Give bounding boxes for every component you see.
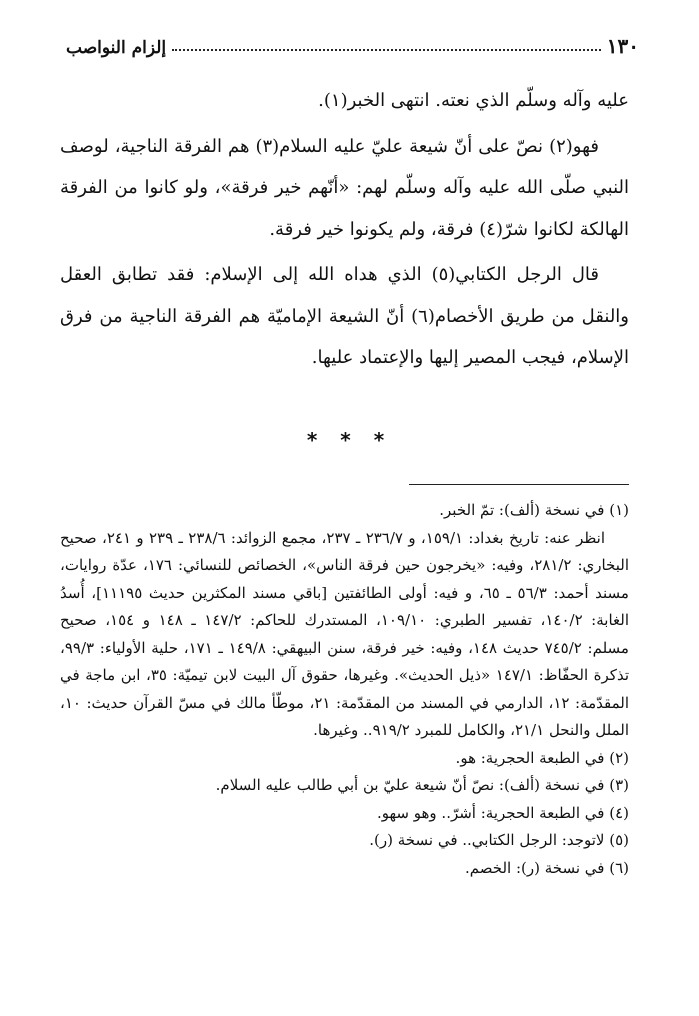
main-text — [60, 80, 629, 379]
footnote-3: (٣) في نسخة (ألف): نصّ أنّ شيعة عليّ بن أبي طالب عليه السلام. — [215, 776, 629, 794]
section-separator: * * * — [306, 428, 393, 452]
paragraph-1: عليه وآله وسلّم الذي نعته. انتهى الخبر(١). — [318, 90, 629, 111]
footnote-6: (٦) في نسخة (ر): الخصم. — [465, 858, 629, 877]
page-number: ١٣٠ — [606, 34, 639, 58]
page-header — [66, 30, 639, 58]
footnote-rule — [409, 484, 629, 485]
paragraph-3: قال الرجل الكتابي(٥) الذي هداه الله إلى الإسلام: فقد تطابق العقل والنقل من طريق الأخصام(٦) أنّ الشيعة الإماميّة هم الفرقة الناجية من فرق الإسلام، فيجب المصير إليها والإعتماد عليها. — [60, 264, 629, 368]
footnote-1: (١) في نسخة (ألف): تمّ الخبر. — [439, 501, 629, 519]
footnote-1-detail: انظر عنه: تاريخ بغداد: ١٥٩/١، و ٢٣٦/٧ ـ ٢٣٧، مجمع الزوائد: ٢٣٨/٦ ـ ٢٣٩ و ٢٤١، صحيح البخاري: ٢٨١/٢، وفيه: «يخرجون حين فرقة الناس»، الخصائص للنسائي: ١٧٦، عدّة روايات، مسند أحمد: ٥٦/٣ ـ ٦٥، و فيه: أولى الطائفتين [باقي مسند المكثرين حديث ١١١٩٥]، أُسدُ الغابة: ١٤٠/٢، تفسير الطبري: ١٠٩/١٠، المستدرك للحاكم: ١٤٧/٢ ـ ١٤٨ و ١٥٤، صحيح مسلم: ٧٤٥/٢ حديث ١٤٨، وفيه: خير فرقة، سنن البيهقي: ١٤٩/٨ ـ ١٧١، حلية الأولياء: ٩٩/٣، تذكرة الحفّاظ: ١٤٧/١ «ذيل الحديث». وغيرها، حقوق آل البيت لابن تيميّة: ٣٥، ابن ماجة في المقدّمة: ١٢، الدارمي في المسند من المقدّمة: ٢١، موطّأ مالك في مسّ القرآن حديث: ١٠، الملل والنحل ٢١/١، والكامل للمبرد ٩١٩/٢.. وغيرها. — [60, 528, 630, 739]
header-dotted-leader — [172, 49, 601, 51]
paragraph-2: فهو(٢) نصّ على أنّ شيعة عليّ عليه السلام(٣) هم الفرقة الناجية، لوصف النبي صلّى الله عليه وآله وسلّم لهم: «أنّهم خير فرقة»، ولو كانوا من الفرقة الهالكة لكانوا شرّ(٤) فرقة، ولم يكونوا خير فرقة. — [60, 135, 629, 240]
footnotes — [60, 497, 629, 882]
footnote-4: (٤) في الطبعة الحجرية: أشرّ.. وهو سهو. — [376, 803, 629, 822]
footnote-5: (٥) لاتوجد: الرجل الكتابي.. في نسخة (ر). — [369, 831, 629, 849]
running-title: إلزام النواصب — [66, 38, 167, 58]
footnote-2: (٢) في الطبعة الحجرية: هو. — [455, 748, 629, 767]
